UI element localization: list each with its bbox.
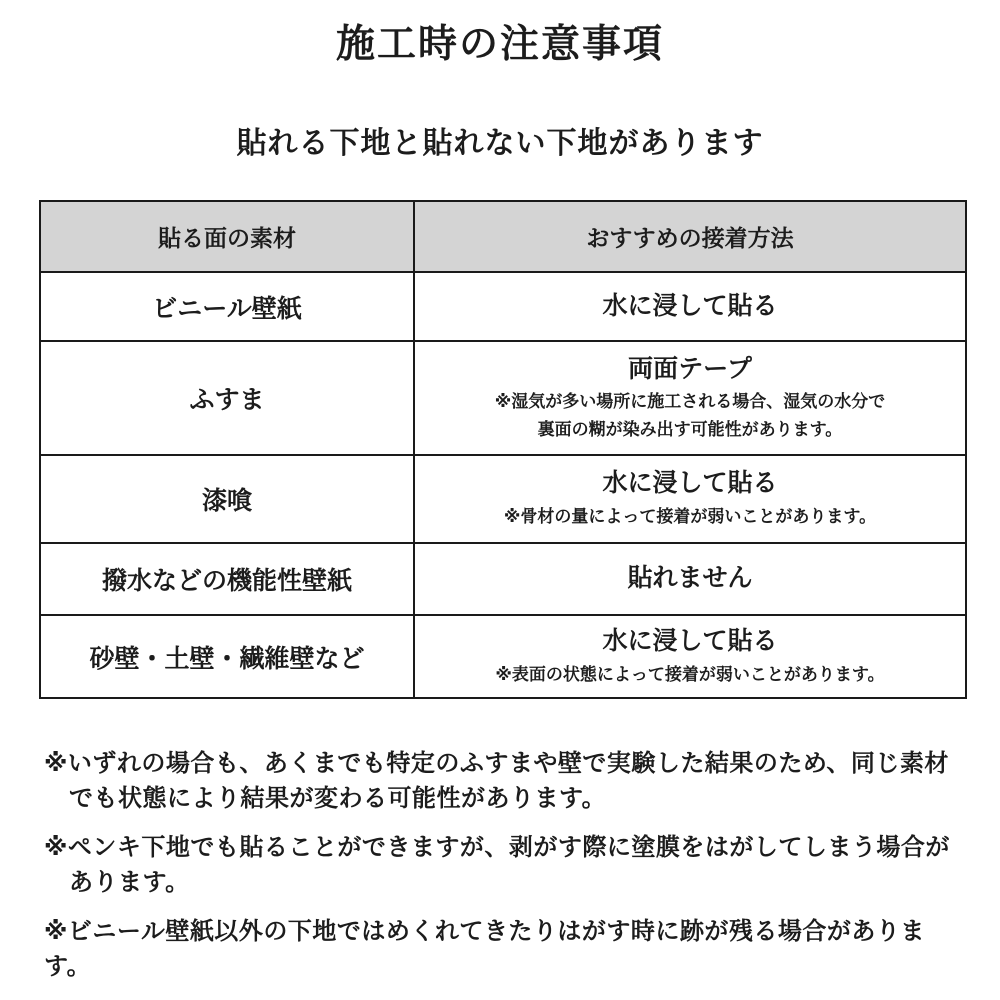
material-vinyl-wallpaper: ビニール壁紙 — [40, 272, 414, 341]
method-text: 両面テープ — [628, 354, 752, 383]
method-cell — [414, 543, 966, 615]
footer-note-line: ※いずれの場合も、あくまでも特定のふすまや壁で実験した結果のため、同じ素材 — [44, 750, 949, 777]
footer-note-line: ※ペンキ下地でも貼ることができますが、剥がす際に塗膜をはがしてしまう場合が — [44, 834, 950, 861]
method-text: 水に浸して貼る — [602, 469, 778, 498]
method-text: 水に浸して貼る — [602, 291, 778, 320]
method-note-line: ※表面の状態によって接着が弱いことがあります。 — [495, 664, 885, 684]
material-sand-mud-fiber-wall: 砂壁・土壁・繊維壁など — [40, 615, 414, 698]
footer-note-line: あります。 — [69, 869, 190, 896]
method-cell — [414, 615, 966, 698]
table-row — [40, 341, 966, 455]
page-subtitle: 貼れる下地と貼れない下地があります — [236, 127, 764, 160]
footer-notes — [44, 746, 970, 998]
method-text: 貼れません — [627, 564, 753, 593]
header-method: おすすめの接着方法 — [414, 201, 966, 272]
table-row — [40, 543, 966, 615]
method-cell — [414, 455, 966, 543]
method-note — [421, 661, 959, 689]
method-note — [421, 503, 959, 531]
footer-note-non-vinyl — [44, 914, 970, 984]
footer-note-line: ※ビニール壁紙以外の下地ではめくれてきたりはがす時に跡が残る場合があります。 — [44, 918, 925, 980]
footer-note-general — [44, 746, 970, 816]
table-row — [40, 455, 966, 543]
method-note-line: ※骨材の量によって接着が弱いことがあります。 — [503, 507, 877, 527]
header-material: 貼る面の素材 — [40, 201, 414, 272]
table-row — [40, 272, 966, 341]
table-header-row — [40, 201, 966, 272]
material-functional-wallpaper: 撥水などの機能性壁紙 — [40, 543, 414, 615]
page-title: 施工時の注意事項 — [335, 21, 664, 67]
material-fusuma: ふすま — [40, 341, 414, 455]
method-note-line: 裏面の糊が染み出す可能性があります。 — [537, 419, 843, 439]
method-cell — [414, 272, 966, 341]
method-note-line: ※湿気が多い場所に施工される場合、湿気の水分で — [494, 392, 886, 412]
method-cell — [414, 341, 966, 455]
method-note — [421, 388, 959, 443]
footer-note-line: でも状態により結果が変わる可能性があります。 — [69, 785, 607, 812]
table-row — [40, 615, 966, 698]
footer-note-paint — [44, 830, 970, 900]
substrate-table — [39, 200, 967, 699]
material-plaster: 漆喰 — [40, 455, 414, 543]
method-text: 水に浸して貼る — [602, 626, 778, 655]
